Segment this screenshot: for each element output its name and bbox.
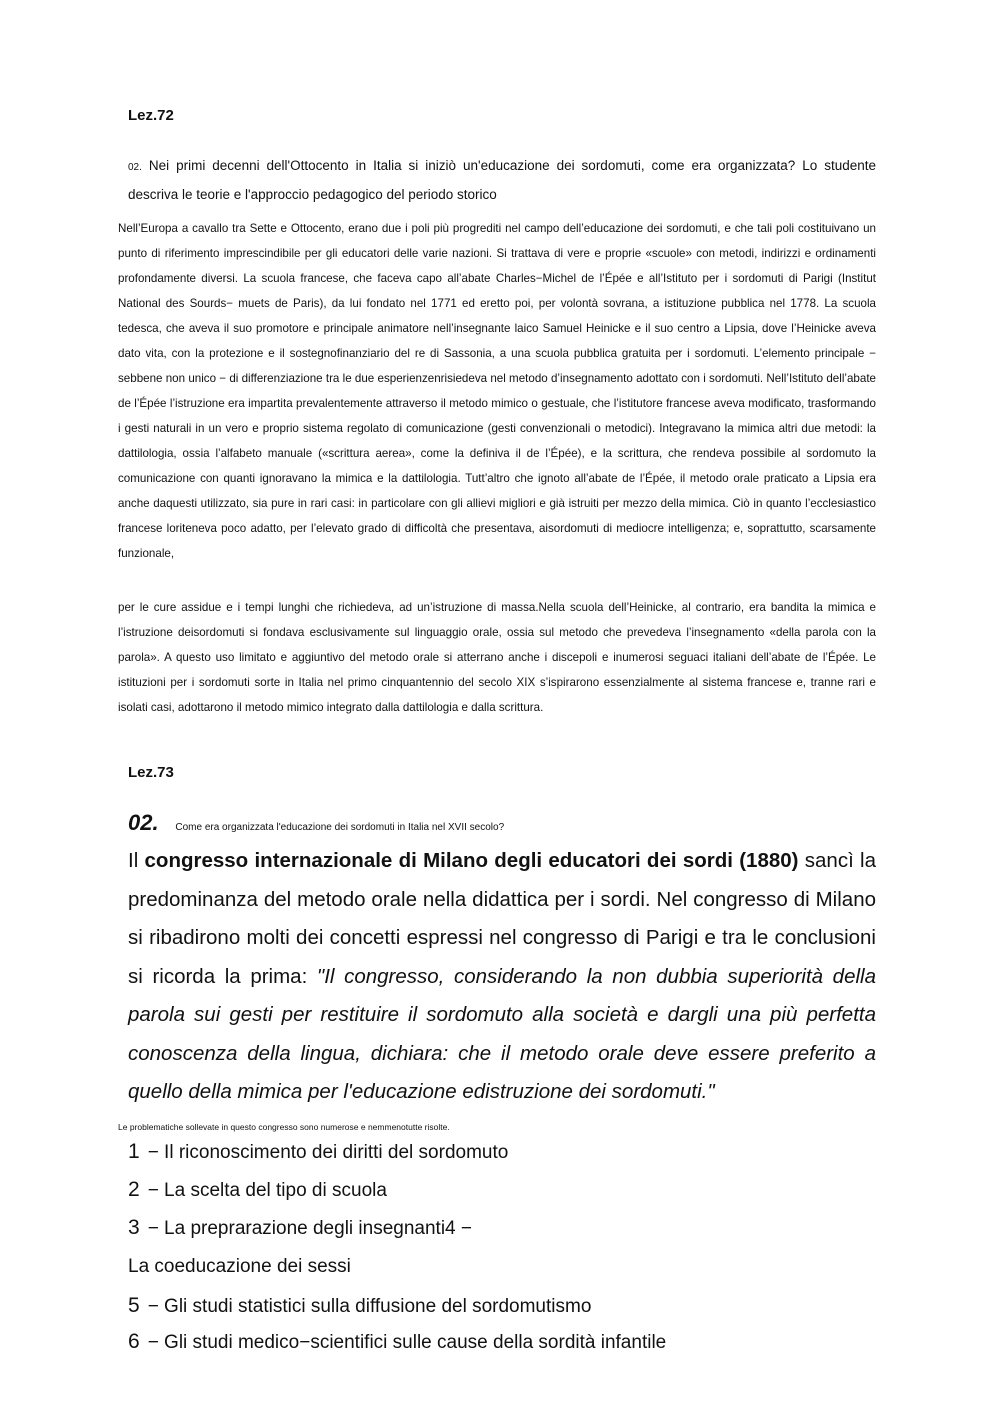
- list-item: [128, 1178, 387, 1202]
- lez72-paragraph-2: per le cure assidue e i tempi lunghi che richiedeva, ad un’istruzione di massa.Nella scuola dell’Heinicke, al contrario, era bandita la mimica e l’istruzione deisordomuti si fondava esclusivamente sul linguaggio orale, ossia sul metodo che prevedeva l’insegnamento «della parola con la parola». A questo uso limitato e aggiuntivo del metodo orale si atterrano anche i discepoli e inumerosi seguaci italiani dell’abate de l’Épée. Le istituzioni per i sordomuti sorte in Italia nel primo cinquantennio del secolo XIX s’ispirarono essenzialmente al sistema francese e, tranne rari e isolati casi, adottarono il metodo mimico integrato dalla dattilologia e dalla scrittura.: [118, 601, 876, 714]
- lez72-paragraph-1: Nell’Europa a cavallo tra Sette e Ottocento, erano due i poli più progrediti nel campo dell’educazione dei sordomuti, e che tali poli costituivano un punto di riferimento imprescindibile per gli educatori delle varie nazioni. Si trattava di vere e proprie «scuole» con metodi, indirizzi e ordinamenti profondamente diversi. La scuola francese, che faceva capo all’abate Charles−Michel de l’Épée e all’Istituto per i sordomuti di Parigi (Institut National des Sourds− muets de Paris), da lui fondato nel 1771 ed eretto poi, per volontà sovrana, a istituzione pubblica nel 1778. La scuola tedesca, che aveva il suo promotore e principale animatore nell’insegnante laico Samuel Heinicke e il suo centro a Lipsia, dove l’Heinicke aveva dato vita, con la protezione e il sostegnofinanziario del re di Sassonia, a una scuola pubblica gratuita per i sordomuti. L’elemento principale − sebbene non unico − di differenziazione tra le due esperienzenrisiedeva nel metodo d’insegnamento adottato con i sordomuti. Nell’Istituto dell’abate de l’Épée l’istruzione era impartita prevalentemente attraverso il metodo mimico o gestuale, che l’istitutore francese aveva modificato, trasformando i gesti naturali in un vero e proprio sistema regolato di comunicazione (gesti convenzionali o metodici). Integravano la mimica altri due metodi: la dattilologia, ossia l’alfabeto manuale («scrittura aerea», come la definiva il de l’Épée), e la scrittura, che rendeva possibile al sordomuto la comunicazione con quanti ignoravano la mimica e la dattilologia. Tutt’altro che ignoto all’abate de l’Épée, il metodo orale praticato a Lipsia era anche daquesti utilizzato, sia pure in rari casi: in particolare con gli allievi migliori e già istruiti per mezzo della mimica. Ciò in quanto l’ecclesiastico francese loriteneva poco adatto, per l’elevato grado di difficoltà che presentava, aisordomuti di mediocre intelligenza; e, soprattutto, scarsamente funzionale,: [118, 222, 876, 560]
- list-item-number: 6: [128, 1330, 140, 1353]
- list-item-text: − Il riconoscimento dei diritti del sordomuto: [147, 1142, 509, 1163]
- answer-mid: sancì la predominanza del metodo orale nella didattica per i sordi. Nel congresso di Milano si ribadirono molti dei concetti espressi nel congresso di Parigi e tra le conclusioni si ricorda la prima:: [128, 849, 876, 988]
- list-item-number: 2: [128, 1178, 140, 1201]
- list-item: [128, 1216, 472, 1240]
- list-item-number: 1: [128, 1140, 140, 1163]
- list-item: [128, 1330, 666, 1354]
- list-item-number: 5: [128, 1294, 140, 1317]
- lez73-heading: Lez.73: [128, 764, 174, 781]
- answer-intro: Il: [128, 849, 139, 872]
- list-item-text: − La preprarazione degli insegnanti4 −: [147, 1218, 472, 1239]
- lez73-question: [128, 810, 504, 836]
- list-item: [128, 1140, 508, 1164]
- list-item-text: − La scelta del tipo di scuola: [147, 1180, 387, 1201]
- list-item-number: 3: [128, 1216, 140, 1239]
- lez72-question-number: 02.: [128, 162, 142, 173]
- list-item-text: − Gli studi medico−scientifici sulle cause della sordità infantile: [147, 1332, 667, 1353]
- lez73-note: Le problematiche sollevate in questo congresso sono numerose e nemmenotutte risolte.: [118, 1122, 450, 1132]
- answer-quote: "Il congresso, considerando la non dubbia superiorità della parola sui gesti per restituire il sordomuto alla società e dargli una più perfetta conoscenza della lingua, dichiara: che il metodo orale deve essere preferito a quello della mimica per l'educazione edistruzione dei sordomuti.": [128, 964, 876, 1103]
- list-item-text: − Gli studi statistici sulla diffusione del sordomutismo: [147, 1296, 592, 1317]
- lez72-heading: Lez.72: [128, 107, 174, 124]
- lez73-answer: [128, 842, 876, 1112]
- list-item-text: La coeducazione dei sessi: [128, 1256, 351, 1277]
- list-item: [128, 1256, 351, 1278]
- lez73-question-text: Come era organizzata l'educazione dei sordomuti in Italia nel XVII secolo?: [175, 822, 505, 833]
- lez73-question-number: 02.: [128, 810, 159, 835]
- answer-bold: congresso internazionale di Milano degli educatori dei sordi (1880): [144, 849, 799, 872]
- lez72-question-text: Nei primi decenni dell'Ottocento in Italia si iniziò un'educazione dei sordomuti, come era organizzata? Lo studente descriva le teorie e l'approccio pedagogico del periodo storico: [128, 158, 876, 202]
- lez72-question: [128, 152, 876, 208]
- list-item: [128, 1294, 591, 1318]
